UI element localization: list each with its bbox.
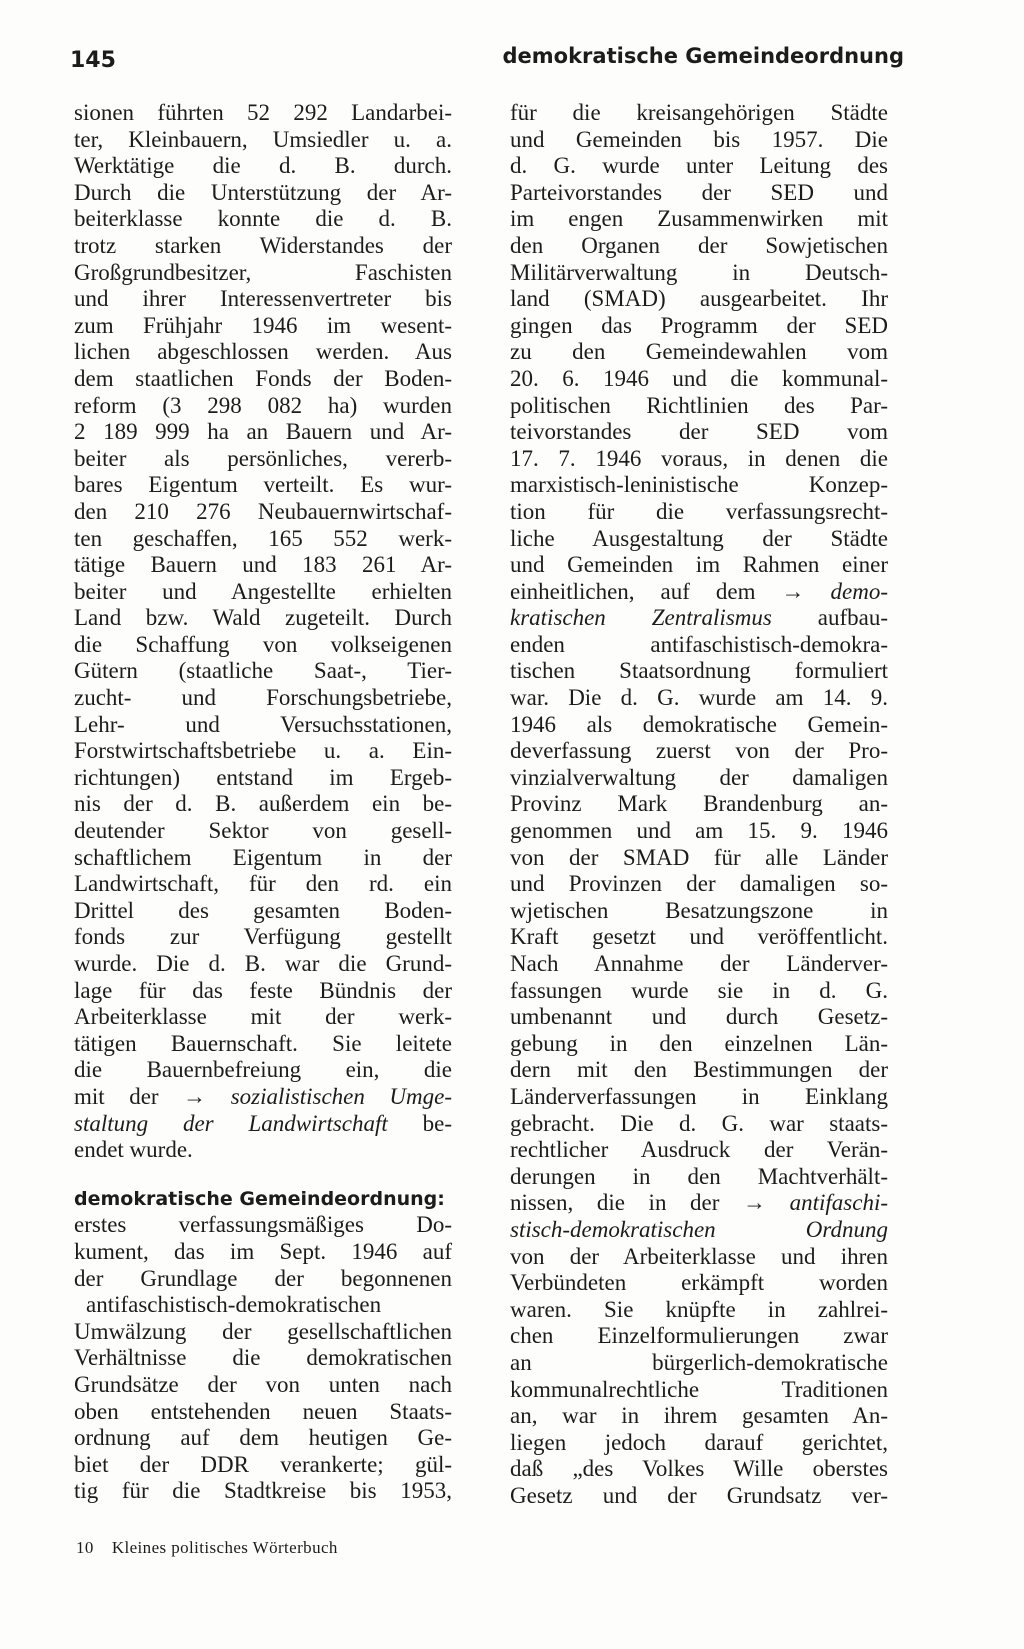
text-line: marxistisch-leninistische Konzep- [510, 472, 888, 498]
text-line: liegen jedoch darauf gerichtet, [510, 1429, 888, 1455]
text-line: gingen das Programm der SED [510, 312, 888, 338]
text-line: lichen abgeschlossen werden. Aus [74, 339, 452, 365]
text-line: Militärverwaltung in Deutsch- [510, 259, 888, 285]
text-line: Lehr- und Versuchsstationen, [74, 711, 452, 737]
text-line: Land bzw. Wald zugeteilt. Durch [74, 605, 452, 631]
entry-text [74, 1212, 452, 1292]
left-paragraph-continuation [74, 100, 452, 1084]
text-line: den 210 276 Neubauernwirtschaf- [74, 498, 452, 524]
text-line: den Organen der Sowjetischen [510, 232, 888, 258]
text-line: waren. Sie knüpfte in zahlrei- [510, 1296, 888, 1322]
cross-reference: kratischen Zentralismus [510, 605, 772, 631]
text-line: wurde. Die d. B. war die Grund- [74, 951, 452, 976]
text-line: und ihrer Interessenvertreter bis [74, 286, 452, 312]
text-line: d. G. wurde unter Leitung des [510, 153, 888, 179]
text-line: umbenannt und durch Gesetz- [510, 1004, 888, 1030]
text-line: schaftlichem Eigentum in der [74, 844, 452, 870]
text-line: teivorstandes der SED vom [510, 419, 888, 445]
text-line: dern mit den Bestimmungen der [510, 1057, 888, 1083]
text-line: wjetischen Besatzungszone in [510, 897, 888, 923]
text-line: mit der → sozialistischen Umge- [74, 1083, 452, 1109]
text-line: und Gemeinden im Rahmen einer [510, 552, 888, 578]
text-line: tion für die verfassungsrecht- [510, 498, 888, 524]
text-line: daß „des Volkes Wille oberstes [510, 1456, 888, 1482]
text-line: antifaschistisch-demokratischen [86, 1292, 382, 1318]
page-number: 145 [70, 48, 116, 73]
text-line: zucht- und Forschungsbetriebe, [74, 685, 452, 711]
text-line: und Gemeinden bis 1957. Die [510, 126, 888, 152]
text-line: an, war in ihrem gesamten An- [510, 1403, 888, 1429]
text-line: beiter und Angestellte erhielten [74, 578, 452, 604]
right-column [510, 100, 888, 1509]
text-line: Verhältnisse die demokratischen [74, 1345, 452, 1371]
text-line: chen Einzelformulierungen zwar [510, 1323, 888, 1349]
cross-reference: staltung der Landwirtschaft [74, 1110, 388, 1136]
book-title: Kleines politisches Wörterbuch [111, 1538, 338, 1557]
text-line: kommunalrechtliche Traditionen [510, 1376, 888, 1402]
text-line: Verbündeten erkämpft worden [510, 1270, 888, 1296]
text-line: deverfassung zuerst von der Pro- [510, 738, 888, 764]
text-line: fonds zur Verfügung gestellt [74, 924, 452, 950]
text-line: richtungen) entstand im Ergeb- [74, 764, 452, 790]
text-line: Kraft gesetzt und veröffentlicht. [510, 924, 888, 950]
text-line: tig für die Stadtkreise bis 1953, [74, 1478, 452, 1504]
cross-reference: antifaschi- [789, 1190, 888, 1216]
text-line: Werktätige die d. B. durch. [74, 153, 452, 179]
text-line: Drittel des gesamten Boden- [74, 897, 452, 923]
text-line: sionen führten 52 292 Landarbei- [74, 100, 452, 125]
text-line: 1946 als demokratische Gemein- [510, 711, 888, 737]
text-line: kratischen Zentralismus aufbau- [510, 605, 888, 631]
left-column [74, 100, 452, 1505]
text-line [510, 1217, 888, 1244]
text-line: von der Arbeiterklasse und ihren [510, 1243, 888, 1269]
text-line: kument, das im Sept. 1946 auf [74, 1238, 452, 1264]
text-line: Landwirtschaft, für den rd. ein [74, 871, 452, 897]
text-line: ten geschaffen, 165 552 werk- [74, 525, 452, 551]
text-line: die Schaffung von volkseigenen [74, 631, 452, 657]
text-line: zum Frühjahr 1946 im wesent- [74, 312, 452, 338]
text-line: war. Die d. G. wurde am 14. 9. [510, 685, 888, 711]
text-line: Grundsätze der von unten nach [74, 1371, 452, 1397]
text-line: Provinz Mark Brandenburg an- [510, 791, 888, 817]
text-line: rechtlicher Ausdruck der Verän- [510, 1137, 888, 1163]
text-line: genommen und am 15. 9. 1946 [510, 818, 888, 844]
text-line: endet wurde. [74, 1137, 193, 1163]
text-line: tätige Bauern und 183 261 Ar- [74, 552, 452, 578]
text-line: derungen in den Machtverhält- [510, 1163, 888, 1189]
cross-reference: sozialistischen Umge- [230, 1083, 452, 1109]
text-line: zu den Gemeindewahlen vom [510, 339, 888, 365]
text-line: tischen Staatsordnung formuliert [510, 658, 888, 684]
text-line: von der SMAD für alle Länder [510, 844, 888, 870]
text-line: Umwälzung der gesellschaftlichen [74, 1318, 452, 1344]
text-line: Forstwirtschaftsbetriebe u. a. Ein- [74, 738, 452, 764]
signature-mark: 10 [76, 1538, 94, 1557]
text-line: Arbeiterklasse mit der werk- [74, 1004, 452, 1030]
running-header: demokratische Gemeindeordnung [502, 44, 904, 68]
text-line: biet der DDR verankerte; gül- [74, 1451, 452, 1477]
text-line: an bürgerlich-demokratische [510, 1349, 888, 1375]
text-line: beiter als persönliches, vererb- [74, 445, 452, 471]
text-line: ordnung auf dem heutigen Ge- [74, 1425, 452, 1451]
text-line: tätigen Bauernschaft. Sie leitete [74, 1030, 452, 1056]
entry-text [510, 632, 888, 1190]
entry-title: demokratische Gemeindeordnung: [74, 1187, 445, 1210]
entry-text [74, 1319, 452, 1505]
text-line: liche Ausgestaltung der Städte [510, 525, 888, 551]
text-line: im engen Zusammenwirken mit [510, 206, 888, 232]
text-line: die Bauernbefreiung ein, die [74, 1057, 452, 1083]
text-line: nissen, die in der → antifaschi- [510, 1190, 888, 1216]
cross-reference: stisch-demokratischen Ordnung [510, 1216, 888, 1242]
text-line: ter, Kleinbauern, Umsiedler u. a. [74, 126, 452, 152]
text-line: Gütern (staatliche Saat-, Tier- [74, 658, 452, 684]
text-line: für die kreisangehörigen Städte [510, 100, 888, 125]
text-line: 17. 7. 1946 voraus, in denen die [510, 445, 888, 471]
text-line: beiterklasse konnte die d. B. [74, 206, 452, 232]
text-line: politischen Richtlinien des Par- [510, 392, 888, 418]
text-line: deutender Sektor von gesell- [74, 818, 452, 844]
text-line: Parteivorstandes der SED und [510, 179, 888, 205]
cross-reference: demo- [830, 578, 888, 604]
text-line: gebracht. Die d. G. war staats- [510, 1110, 888, 1136]
text-line: bares Eigentum verteilt. Es wur- [74, 472, 452, 498]
text-line: enden antifaschistisch-demokra- [510, 631, 888, 657]
text-line: land (SMAD) ausgearbeitet. Ihr [510, 286, 888, 312]
text-line: 20. 6. 1946 und die kommunal- [510, 365, 888, 391]
text-line: einheitlichen, auf dem → demo- [510, 578, 888, 604]
text-line: erstes verfassungsmäßiges Do- [74, 1212, 452, 1238]
text-line: Großgrundbesitzer, Faschisten [74, 259, 452, 285]
text-line: Nach Annahme der Länderver- [510, 951, 888, 976]
text-line: der Grundlage der begonnenen [74, 1265, 452, 1291]
footer [76, 1538, 356, 1558]
text-line: gebung in den einzelnen Län- [510, 1030, 888, 1056]
text-line: Länderverfassungen in Einklang [510, 1083, 888, 1109]
entry-text [510, 100, 888, 579]
text-line: reform (3 298 082 ha) wurden [74, 392, 452, 418]
text-line: lage für das feste Bündnis der [74, 977, 452, 1003]
text-line: fassungen wurde sie in d. G. [510, 977, 888, 1003]
text-line: Durch die Unterstützung der Ar- [74, 179, 452, 205]
text-line: nis der d. B. außerdem ein be- [74, 791, 452, 817]
text-line: und Provinzen der damaligen so- [510, 871, 888, 897]
text-line: trotz starken Widerstandes der [74, 232, 452, 258]
text-line: staltung der Landwirtschaft be- [74, 1110, 452, 1136]
text-line: oben entstehenden neuen Staats- [74, 1398, 452, 1424]
text-line: dem staatlichen Fonds der Boden- [74, 365, 452, 391]
text-line: Gesetz und der Grundsatz ver- [510, 1482, 888, 1508]
text-line: 2 189 999 ha an Bauern und Ar- [74, 419, 452, 445]
text-line: vinzialverwaltung der damaligen [510, 764, 888, 790]
entry-text [510, 1244, 888, 1510]
